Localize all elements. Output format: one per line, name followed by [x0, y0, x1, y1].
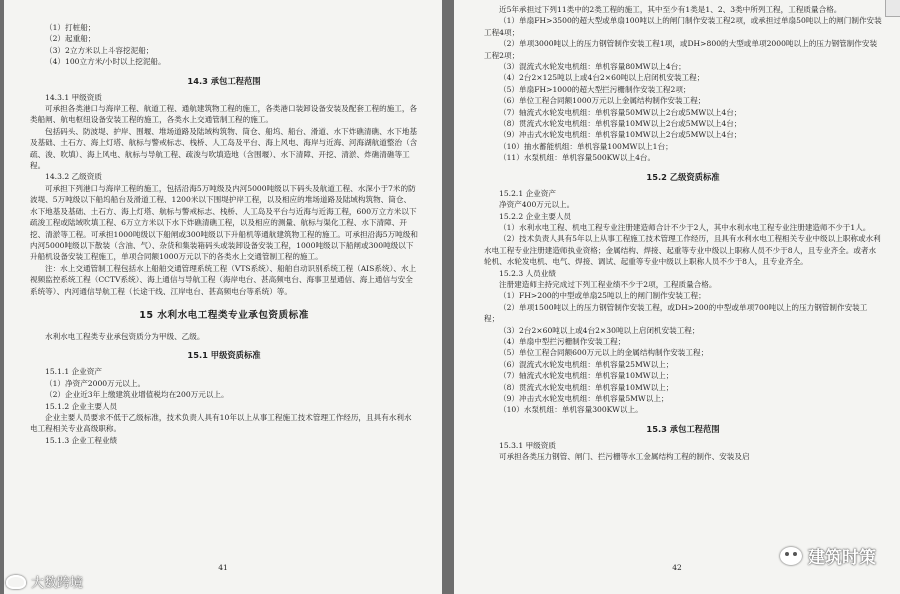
document-page-left	[4, 0, 442, 594]
list-item: （4）2台2×125吨以上或4台2×60吨以上启闭机安装工程；	[499, 73, 705, 83]
list-item: （2）起重船；	[45, 34, 96, 44]
list-item: （1）打桩船；	[45, 23, 96, 32]
list-item: （3）2台2×60吨以上或4台2×30吨以上启闭机安装工程；	[499, 325, 700, 335]
subsection-heading: 15.2.2 企业主要人员	[499, 211, 572, 221]
paragraph: 可承担各类压力钢管、闸门、拦污栅等水工金属结构工程的制作、安装及启	[499, 452, 750, 462]
list-item: （5）单扇FH>1000的超大型拦污栅制作安装工程2项；	[499, 84, 691, 94]
list-item: （1）净资产2000万元以上。	[45, 378, 146, 388]
list-item: （1）FH>200的中型或单扇25吨以上的闸门制作安装工程；	[499, 291, 706, 301]
subsection-heading: 15.2.3 人员业绩	[499, 268, 556, 278]
list-item: （2）技术负责人具有5年以上从事工程施工技术管理工作经历，且具有水利水电工程相关专业中级以上职称或水利水电工程专业注册建造师执业资格；金属结构、焊接、起重等专业中级以上职称人员不少于8人，且专业齐全。或者水轮机、水轮发电机、电气、焊接、调试、起重等专业中级以上职称人员不少于8人，且专业齐全。	[484, 234, 881, 267]
list-item: （10）抽水蓄能机组：单机容量100MW以上1台；	[499, 141, 673, 151]
paragraph: 可承担各类港口与海岸工程、航道工程、通航建筑物工程的施工，各类港口装卸设备安装及配套工程的施工，各类船闸、航电枢纽设备安装工程的施工，各类水上交通管制工程的施工。	[30, 104, 418, 125]
list-item: （7）轴流式水轮发电机组：单机容量50MW以上2台或5MW以上4台；	[499, 107, 742, 117]
watermark-text: 大数跨境	[31, 576, 84, 591]
list-item: （8）贯流式水轮发电机组：单机容量10MW以上2台或5MW以上4台；	[499, 119, 742, 129]
subsection-heading: 15.1.3 企业工程业绩	[45, 435, 118, 445]
list-item: （2）单项3000吨以上的压力钢管制作安装工程1项，或DH>800的大型或单项2000吨以上的压力钢管制作安装工程2项；	[484, 39, 878, 60]
subsection-heading: 14.3.1 甲级资质	[45, 92, 102, 102]
note-paragraph: 注：水上交通管制工程包括水上船舶交通管理系统工程（VTS系统）、船舶自动识别系统工程（AIS系统）、水上视频监控系统工程（CCTV系统）、海上通信与导航工程（海岸电台、甚高频电台、海事卫星通信、海上通信与安全系统等）、内河通信导航工程（长途干线、江岸电台、甚高频电台等系统）等。	[30, 263, 417, 296]
list-item: （3）混流式水轮发电机组：单机容量80MW以上4台；	[499, 62, 686, 72]
paragraph: 可承担下列港口与海岸工程的施工，包括沿海5万吨级及内河5000吨级以下码头及航道工程、水深小于7米的防波堤、5万吨级以下船坞船台及滑道工程、1200米以下围堤护岸工程，以及相应的堆场道路及陆域构筑物、筒仓、水下地基及基础、土石方、海上灯塔、航标与警戒标志、栈桥、人工岛及平台与近海与近海工程，600万立方米以下疏浚工程或陆域吹填工程、6万立方米以下水下炸礁清礁工程，以及相应的测量、航标与渠化工程、水下清障、开挖、清淤等工程。可承担1000吨级以下船闸或300吨级以下升船机等通航建筑物工程的施工。可承担沿海5万吨级和内河5000吨级以下散装（含油、气）、杂货和集装箱码头或装卸设备安装工程，1000吨级以下船闸或300吨级以下升船机设备安装工程施工，单项合同额1000万元以下的各类水上交通管制工程的施工。	[30, 183, 418, 262]
section-heading: 14.3 承包工程范围	[187, 75, 261, 86]
watermark-left	[6, 572, 83, 591]
paragraph: 注册建造师主持完成过下列工程业绩不少于2项，工程质量合格。	[499, 279, 717, 289]
list-item: （6）单位工程合同额1000万元以上金属结构制作安装工程；	[499, 96, 706, 106]
list-item: （3）2立方米以上斗容挖泥船；	[45, 45, 154, 55]
list-item: （6）混流式水轮发电机组：单机容量25MW以上；	[499, 359, 674, 369]
list-item: （7）轴流式水轮发电机组：单机容量10MW以上；	[499, 371, 674, 381]
list-item: （9）冲击式水轮发电机组：单机容量5MW以上；	[499, 394, 669, 403]
logo-icon	[6, 575, 26, 589]
list-item: （1）水利水电工程、机电工程专业注册建造师合计不少于2人，其中水利水电工程专业注册建造师不少于1人。	[499, 222, 871, 232]
list-item: （4）单扇中型拦污栅制作安装工程；	[499, 336, 626, 346]
list-item: （4）100立方米/小时以上挖泥船。	[45, 57, 166, 67]
list-item: （11）水泵机组：单机容量500KW以上4台。	[499, 153, 656, 163]
list-item: 净资产400万元以上。	[499, 200, 575, 210]
list-item: （2）企业近3年上缴建筑业增值税均在200万元以上。	[45, 390, 229, 400]
watermark-text: 建筑时策	[808, 548, 876, 568]
chapter-heading: 15 水利水电工程类专业承包资质标准	[139, 309, 309, 321]
section-heading: 15.2 乙级资质标准	[646, 171, 720, 182]
list-item: （1）单扇FH>3500的超大型或单扇100吨以上的闸门制作安装工程2项，或承担过单扇50吨以上的闸门制作安装工程4项；	[484, 16, 882, 37]
bookmark-icon[interactable]	[885, 0, 900, 17]
subsection-heading: 15.1.2 企业主要人员	[45, 401, 118, 411]
subsection-heading: 15.3.1 甲级资质	[499, 440, 556, 450]
list-item: （10）水泵机组：单机容量300KW以上。	[499, 405, 643, 415]
section-heading: 15.1 甲级资质标准	[187, 350, 261, 361]
paragraph: 水利水电工程类专业承包资质分为甲级、乙级。	[45, 331, 205, 341]
subsection-heading: 15.2.1 企业资产	[499, 188, 556, 198]
list-item: （5）单位工程合同额600万元以上的金属结构制作安装工程；	[499, 348, 709, 358]
subsection-heading: 14.3.2 乙级资质	[45, 172, 102, 182]
paragraph: 近5年承担过下列11类中的2类工程的施工，其中至少有1类是1、2、3类中所列工程，工程质量合格。	[499, 5, 842, 14]
list-item: （2）单项1500吨以上的压力钢管制作安装工程，或DH>200的中型或单项700吨以上的压力钢管制作安装工程；	[484, 302, 868, 324]
section-heading: 15.3 承包工程范围	[646, 423, 720, 434]
wechat-icon	[780, 547, 802, 565]
page-number: 41	[218, 563, 228, 572]
paragraph: 企业主要人员要求不低于乙级标准，技术负责人具有10年以上从事工程施工技术管理工作经历，且具有水利水电工程相关专业高级职称。	[30, 412, 412, 434]
watermark-right	[780, 543, 876, 568]
paragraph: 包括码头、防波堤、护岸、围堰、堆场道路及陆域构筑物、筒仓、船坞、船台、滑道、水下炸礁清礁、水下地基及基础、土石方、海上灯塔、航标与警戒标志、栈桥、人工岛及平台、海上风电、海岸与近海、河海湖航道整治（含疏、浚、吹填）、海上风电、航标与导航工程、疏浚与吹填造地（含围堰）、水下清障、开挖、清淤、炸礁清礁等工程。	[30, 126, 418, 171]
list-item: （9）冲击式水轮发电机组：单机容量10MW以上2台或5MW以上4台；	[499, 130, 742, 140]
subsection-heading: 15.1.1 企业资产	[45, 367, 102, 377]
document-page-right	[454, 0, 900, 594]
list-item: （8）贯流式水轮发电机组：单机容量10MW以上；	[499, 382, 674, 392]
page-number: 42	[672, 563, 682, 572]
